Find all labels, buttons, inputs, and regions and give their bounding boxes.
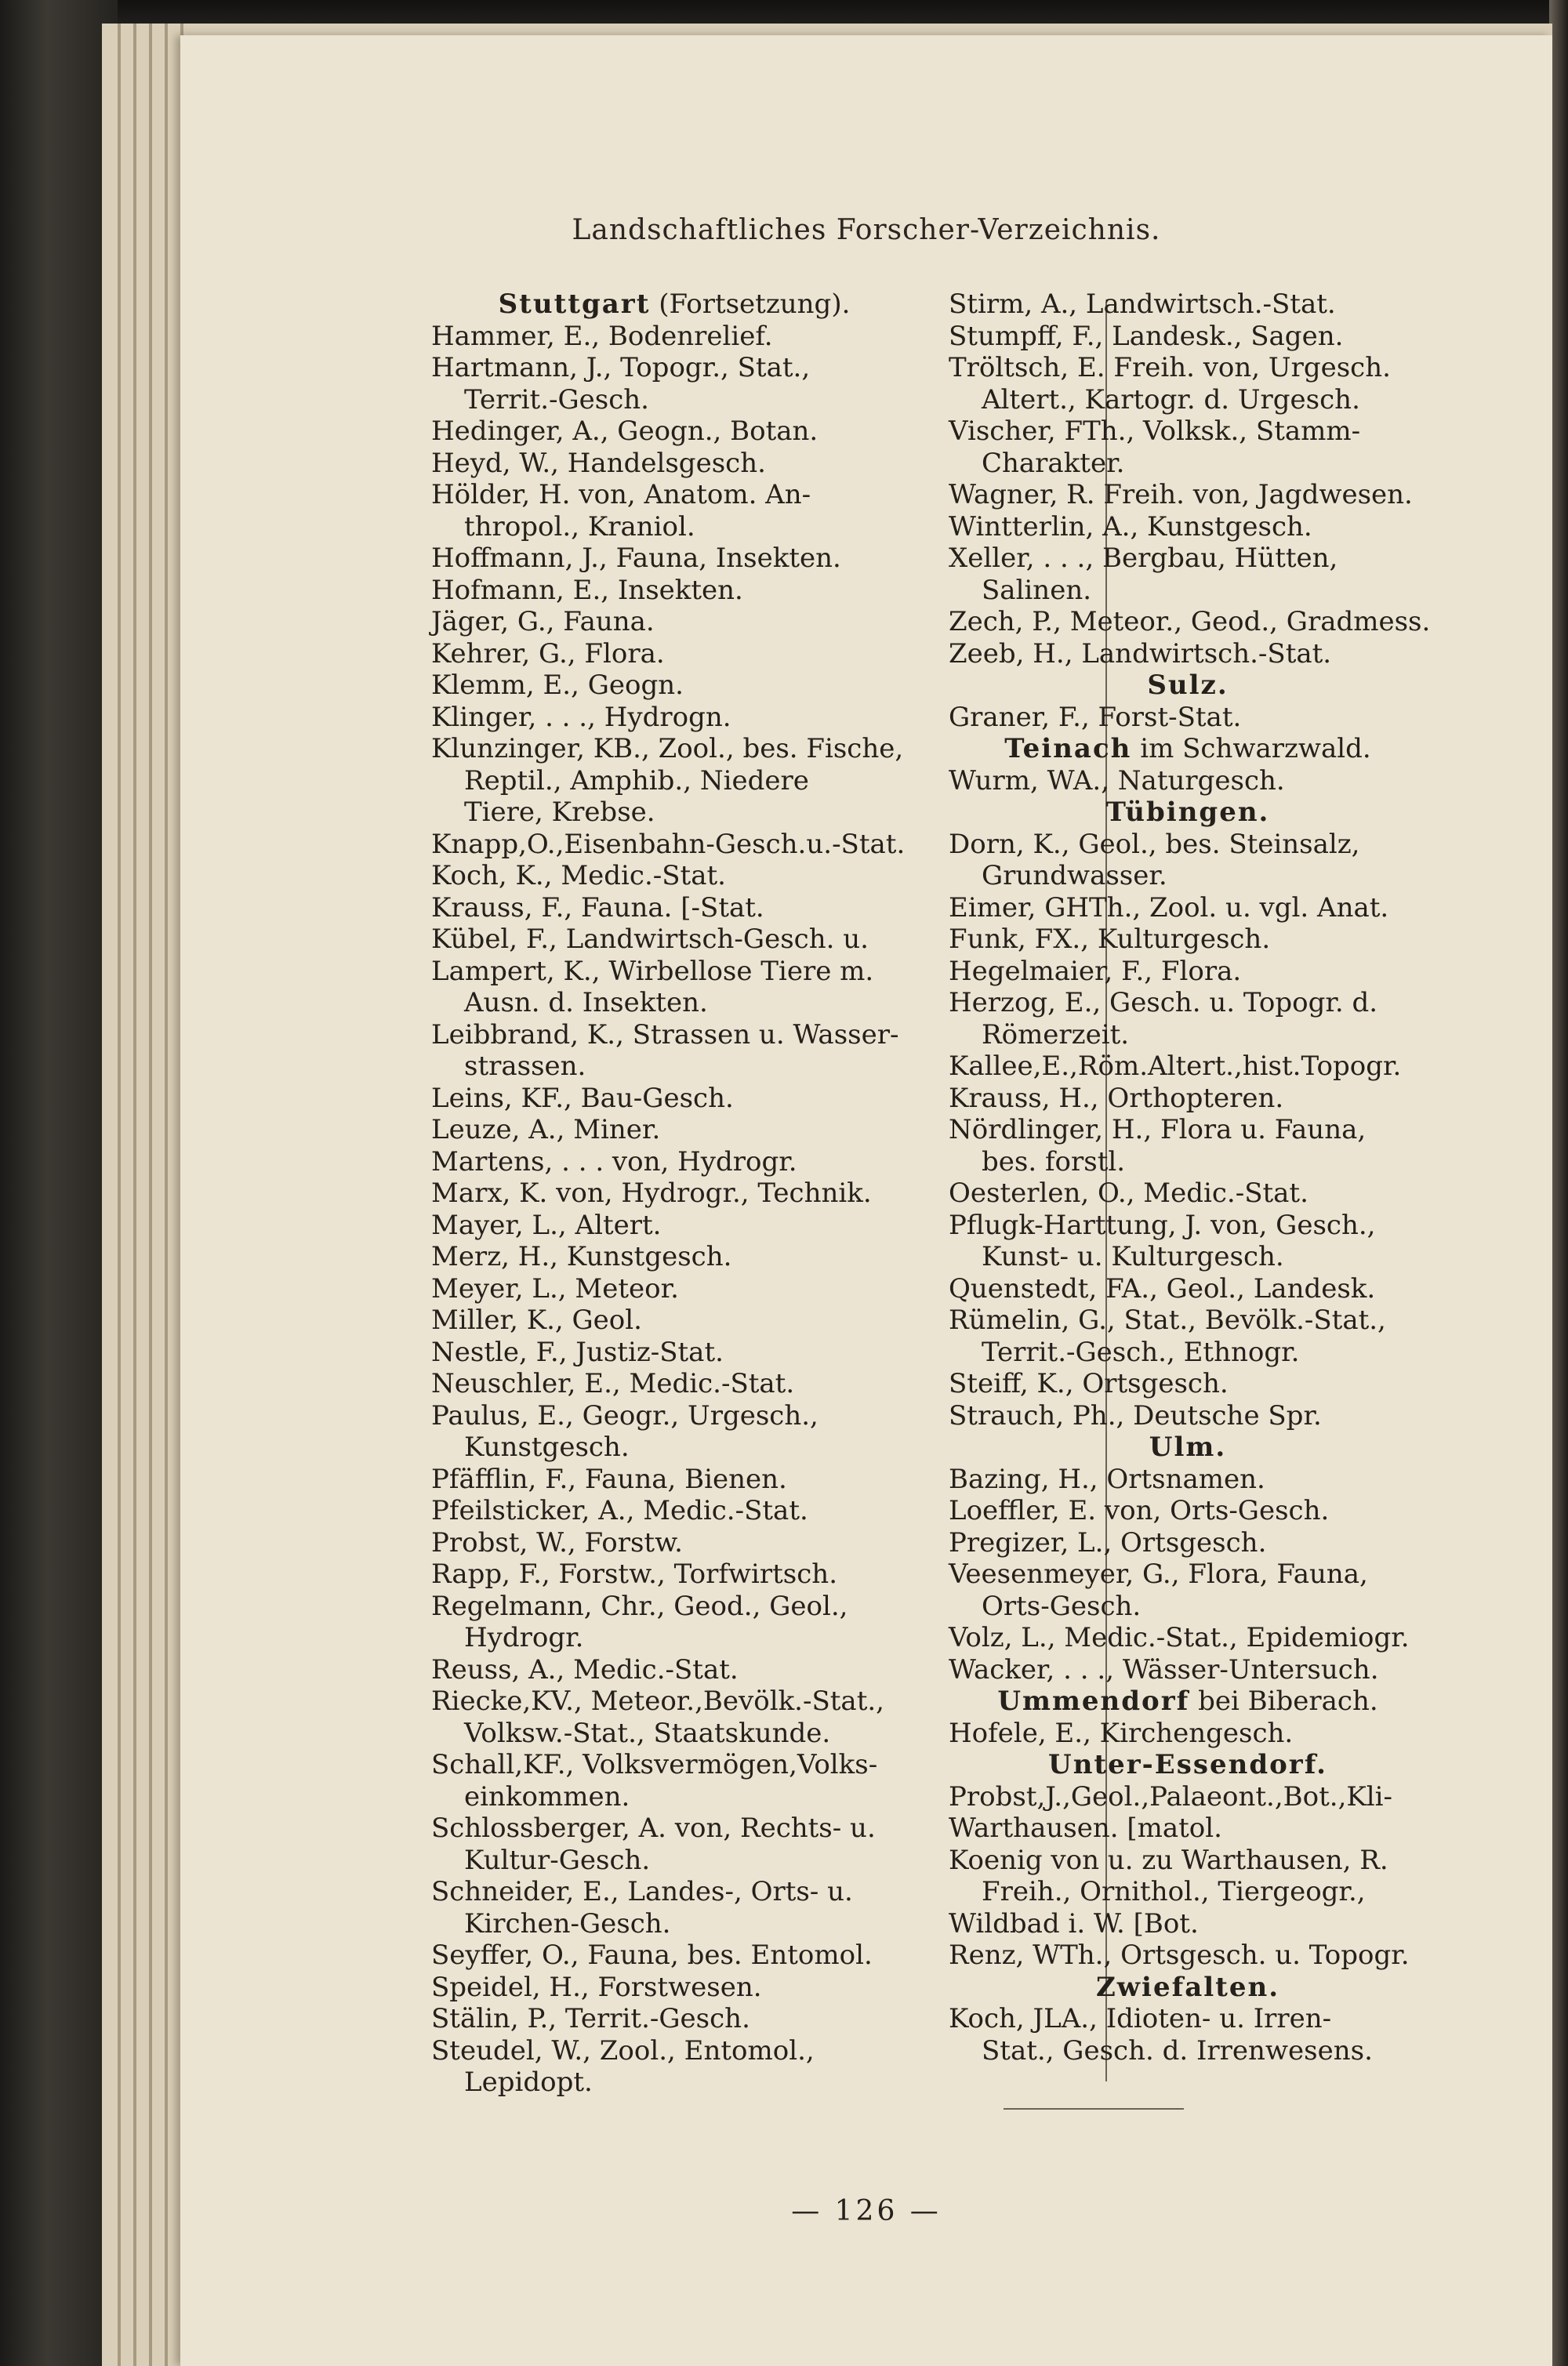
entry-continuation: Kunstgesch. — [464, 1432, 630, 1463]
place-heading — [949, 1432, 1427, 1464]
entry-line: Pfeilsticker, A., Medic.-Stat. — [431, 1495, 808, 1526]
entry-continuation: Orts-Gesch. — [982, 1590, 1142, 1622]
place-heading — [949, 1686, 1427, 1718]
entry-line: Klemm, E., Geogn. — [431, 670, 684, 701]
index-entry — [949, 956, 1568, 988]
index-entry — [949, 511, 1568, 543]
place-note: im Schwarzwald. — [1131, 733, 1371, 764]
entry-line: Pflugk-Harttung, J. von, Gesch., — [949, 1209, 1376, 1241]
place-heading — [431, 288, 917, 321]
entry-line: Steudel, W., Zool., Entomol., — [431, 2034, 815, 2067]
entry-line: Wildbad i. W. [Bot. — [949, 1907, 1199, 1940]
index-entry — [949, 606, 1568, 638]
entry-line: Wintterlin, A., Kunstgesch. — [949, 510, 1312, 543]
entry-line: Graner, F., Forst-Stat. — [949, 701, 1242, 733]
entry-line: Eimer, GHTh., Zool. u. vgl. Anat. — [949, 891, 1389, 924]
place-name: Sulz. — [1147, 670, 1229, 701]
index-entry — [949, 543, 1568, 606]
entry-line: Hofmann, E., Insekten. — [431, 574, 743, 606]
entry-line: Zeeb, H., Landwirtsch.-Stat. — [949, 637, 1332, 670]
place-heading — [949, 733, 1427, 765]
place-name: Unter-Essendorf. — [1048, 1749, 1327, 1780]
entry-line: Hegelmaier, F., Flora. — [949, 955, 1242, 987]
entry-line: Marx, K. von, Hydrogr., Technik. — [431, 1178, 872, 1209]
place-note: (Fortsetzung). — [650, 288, 851, 320]
index-entry — [949, 1940, 1568, 1972]
entry-line: Stirm, A., Landwirtsch.-Stat. — [949, 288, 1336, 320]
index-entry — [949, 1210, 1568, 1273]
entry-line: Seyffer, O., Fauna, bes. Entomol. — [431, 1940, 873, 1971]
running-head: Landschaftliches Forscher-Verzeichnis. — [572, 214, 1161, 246]
entry-line: Jäger, G., Fauna. — [431, 606, 655, 637]
entry-line: Reuss, A., Medic.-Stat. — [431, 1653, 739, 1686]
page-number: — 126 — — [791, 2195, 942, 2227]
entry-line: Leins, KF., Bau-Gesch. — [431, 1082, 734, 1114]
index-entry — [949, 1622, 1568, 1654]
entry-continuation: Kunst- u. Kulturgesch. — [982, 1241, 1284, 1272]
entry-line: Bazing, H., Ortsnamen. — [949, 1463, 1265, 1495]
entry-line: Leuze, A., Miner. — [431, 1114, 661, 1145]
index-entry — [949, 1051, 1568, 1083]
entry-line: Kübel, F., Landwirtsch-Gesch. u. — [431, 924, 869, 955]
index-entry — [949, 1273, 1568, 1305]
entry-continuation: Volksw.-Stat., Staatskunde. — [464, 1717, 831, 1749]
index-entry — [949, 702, 1568, 734]
entry-line: Hoffmann, J., Fauna, Insekten. — [431, 543, 841, 574]
index-entry — [949, 416, 1568, 479]
entry-line: Koenig von u. zu Warthausen, R. — [949, 1844, 1388, 1876]
index-entry — [949, 1083, 1568, 1115]
book-spine — [0, 0, 118, 2366]
entry-line: Oesterlen, O., Medic.-Stat. — [949, 1178, 1308, 1209]
index-entry — [949, 2003, 1568, 2067]
entry-line: Pfäfflin, F., Fauna, Bienen. — [431, 1463, 787, 1495]
entry-line: Hedinger, A., Geogn., Botan. — [431, 416, 818, 447]
index-entry — [949, 1908, 1568, 1940]
index-entry — [949, 1559, 1568, 1622]
entry-continuation: bes. forstl. — [982, 1145, 1126, 1178]
entry-line: Renz, WTh., Ortsgesch. u. Topogr. — [949, 1940, 1410, 1971]
entry-line: Kehrer, G., Flora. — [431, 637, 665, 670]
index-entry — [949, 829, 1568, 892]
entry-line: Hölder, H. von, Anatom. An- — [431, 479, 811, 510]
entry-line: Loeffler, E. von, Orts-Gesch. — [949, 1495, 1330, 1526]
entry-line: Schall,KF., Volksvermögen,Volks- — [431, 1749, 878, 1780]
index-entry — [949, 1845, 1568, 1908]
index-entry — [949, 352, 1568, 416]
index-entry — [949, 638, 1568, 670]
entry-line: Riecke,KV., Meteor.,Bevölk.-Stat., — [431, 1686, 884, 1717]
entry-continuation: Freih., Ornithol., Tiergeogr., — [982, 1876, 1366, 1907]
entry-continuation: Salinen. — [982, 574, 1092, 606]
place-name: Teinach — [1004, 733, 1132, 764]
entry-line: Xeller, . . ., Bergbau, Hütten, — [949, 543, 1338, 574]
entry-continuation: Kirchen-Gesch. — [464, 1907, 671, 1940]
entry-line: Volz, L., Medic.-Stat., Epidemiogr. — [949, 1622, 1410, 1653]
entry-line: Kallee,E.,Röm.Altert.,hist.Topogr. — [949, 1051, 1402, 1082]
entry-continuation: Ausn. d. Insekten. — [464, 987, 708, 1018]
entry-line: Warthausen. [matol. — [949, 1813, 1222, 1844]
index-entry — [949, 765, 1568, 797]
index-entry — [949, 479, 1568, 511]
entry-continuation: Lepidopt. — [464, 2067, 593, 2098]
end-rule — [1004, 2108, 1184, 2110]
place-name: Zwiefalten. — [1095, 1971, 1280, 2003]
entry-line: Schneider, E., Landes-, Orts- u. — [431, 1876, 853, 1907]
index-entry — [949, 1400, 1568, 1432]
entry-line: Meyer, L., Meteor. — [431, 1272, 679, 1305]
right-column — [949, 288, 1568, 2067]
entry-line: Hartmann, J., Topogr., Stat., — [431, 352, 811, 383]
entry-line: Klunzinger, KB., Zool., bes. Fische, — [431, 733, 904, 764]
index-entry — [949, 987, 1568, 1051]
entry-line: Krauss, F., Fauna. [-Stat. — [431, 891, 764, 924]
index-entry — [949, 1114, 1568, 1178]
entry-line: Wacker, . . ., Wässer-Untersuch. — [949, 1653, 1379, 1686]
entry-continuation: Territ.-Gesch. — [464, 383, 649, 416]
entry-line: Hofele, E., Kirchengesch. — [949, 1717, 1294, 1749]
entry-continuation: Hydrogr. — [464, 1622, 584, 1653]
book-page — [180, 35, 1552, 2366]
entry-line: Miller, K., Geol. — [431, 1305, 642, 1336]
index-entry — [949, 1781, 1568, 1813]
index-entry — [949, 1368, 1568, 1400]
index-entry — [949, 288, 1568, 321]
entry-line: Klinger, . . ., Hydrogn. — [431, 701, 731, 733]
entry-line: Martens, . . . von, Hydrogr. — [431, 1145, 797, 1178]
entry-line: Steiff, K., Ortsgesch. — [949, 1368, 1229, 1399]
entry-line: Stälin, P., Territ.-Gesch. — [431, 2003, 750, 2034]
index-entry — [949, 1305, 1568, 1368]
entry-continuation: Tiere, Krebse. — [464, 797, 655, 828]
entry-line: Heyd, W., Handelsgesch. — [431, 447, 766, 479]
entry-line: Speidel, H., Forstwesen. — [431, 1971, 762, 2003]
place-heading — [949, 670, 1427, 702]
entry-continuation: Römerzeit. — [982, 1018, 1130, 1051]
entry-line: Regelmann, Chr., Geod., Geol., — [431, 1590, 848, 1622]
entry-continuation: Altert., Kartogr. d. Urgesch. — [982, 383, 1360, 416]
entry-line: Probst,J.,Geol.,Palaeont.,Bot.,Kli- — [949, 1780, 1393, 1813]
index-entry — [949, 1495, 1568, 1527]
entry-line: Stumpff, F., Landesk., Sagen. — [949, 320, 1344, 352]
entry-line: Wurm, WA., Naturgesch. — [949, 764, 1285, 797]
entry-line: Nestle, F., Justiz-Stat. — [431, 1336, 724, 1368]
entry-line: Vischer, FTh., Volksk., Stamm- — [949, 416, 1361, 447]
place-heading — [949, 1972, 1427, 2004]
place-heading — [949, 797, 1427, 829]
index-entry — [949, 924, 1568, 956]
index-entry — [949, 1813, 1568, 1845]
index-entry — [949, 892, 1568, 924]
index-entry — [949, 1718, 1568, 1750]
entry-continuation: Reptil., Amphib., Niedere — [464, 764, 809, 797]
entry-continuation: thropol., Kraniol. — [464, 510, 695, 543]
entry-line: Probst, W., Forstw. — [431, 1526, 683, 1559]
index-entry — [949, 1654, 1568, 1686]
entry-line: Nördlinger, H., Flora u. Fauna, — [949, 1114, 1367, 1145]
entry-line: Neuschler, E., Medic.-Stat. — [431, 1368, 795, 1399]
entry-line: Schlossberger, A. von, Rechts- u. — [431, 1813, 876, 1844]
place-note: bei Biberach. — [1189, 1686, 1378, 1717]
index-entry — [949, 1178, 1568, 1210]
entry-line: Hammer, E., Bodenrelief. — [431, 320, 773, 352]
entry-line: Lampert, K., Wirbellose Tiere m. — [431, 955, 874, 987]
entry-line: Mayer, L., Altert. — [431, 1209, 662, 1241]
index-entry — [949, 321, 1568, 353]
entry-line: Rapp, F., Forstw., Torfwirtsch. — [431, 1559, 838, 1590]
entry-line: Strauch, Ph., Deutsche Spr. — [949, 1399, 1322, 1432]
entry-continuation: einkommen. — [464, 1780, 630, 1813]
entry-line: Leibbrand, K., Strassen u. Wasser- — [431, 1018, 899, 1051]
entry-continuation: Charakter. — [982, 447, 1125, 479]
entry-continuation: strassen. — [464, 1051, 586, 1082]
entry-line: Knapp,O.,Eisenbahn-Gesch.u.-Stat. — [431, 828, 906, 860]
entry-line: Dorn, K., Geol., bes. Steinsalz, — [949, 828, 1360, 860]
index-entry — [949, 1464, 1568, 1496]
index-entry — [949, 1527, 1568, 1559]
entry-line: Rümelin, G., Stat., Bevölk.-Stat., — [949, 1305, 1386, 1336]
place-name: Tübingen. — [1105, 797, 1270, 828]
entry-continuation: Kultur-Gesch. — [464, 1844, 651, 1876]
entry-line: Paulus, E., Geogr., Urgesch., — [431, 1399, 818, 1432]
entry-line: Wagner, R. Freih. von, Jagdwesen. — [949, 479, 1413, 510]
entry-line: Pregizer, L., Ortsgesch. — [949, 1526, 1267, 1559]
place-name: Stuttgart — [498, 288, 651, 320]
entry-continuation: Stat., Gesch. d. Irrenwesens. — [982, 2034, 1373, 2067]
entry-line: Zech, P., Meteor., Geod., Gradmess. — [949, 606, 1431, 637]
entry-line: Herzog, E., Gesch. u. Topogr. d. — [949, 987, 1378, 1018]
entry-continuation: Territ.-Gesch., Ethnogr. — [982, 1336, 1300, 1368]
entry-line: Koch, K., Medic.-Stat. — [431, 860, 726, 891]
entry-line: Funk, FX., Kulturgesch. — [949, 924, 1271, 955]
place-name: Ummendorf — [997, 1686, 1190, 1717]
entry-line: Tröltsch, E. Freih. von, Urgesch. — [949, 352, 1391, 383]
place-name: Ulm. — [1149, 1432, 1227, 1463]
entry-continuation: Grundwasser. — [982, 860, 1167, 891]
entry-line: Koch, JLA., Idioten- u. Irren- — [949, 2003, 1332, 2034]
place-heading — [949, 1749, 1427, 1781]
entry-line: Merz, H., Kunstgesch. — [431, 1241, 732, 1272]
entry-line: Krauss, H., Orthopteren. — [949, 1082, 1284, 1114]
entry-line: Quenstedt, FA., Geol., Landesk. — [949, 1272, 1376, 1305]
entry-line: Veesenmeyer, G., Flora, Fauna, — [949, 1559, 1368, 1590]
